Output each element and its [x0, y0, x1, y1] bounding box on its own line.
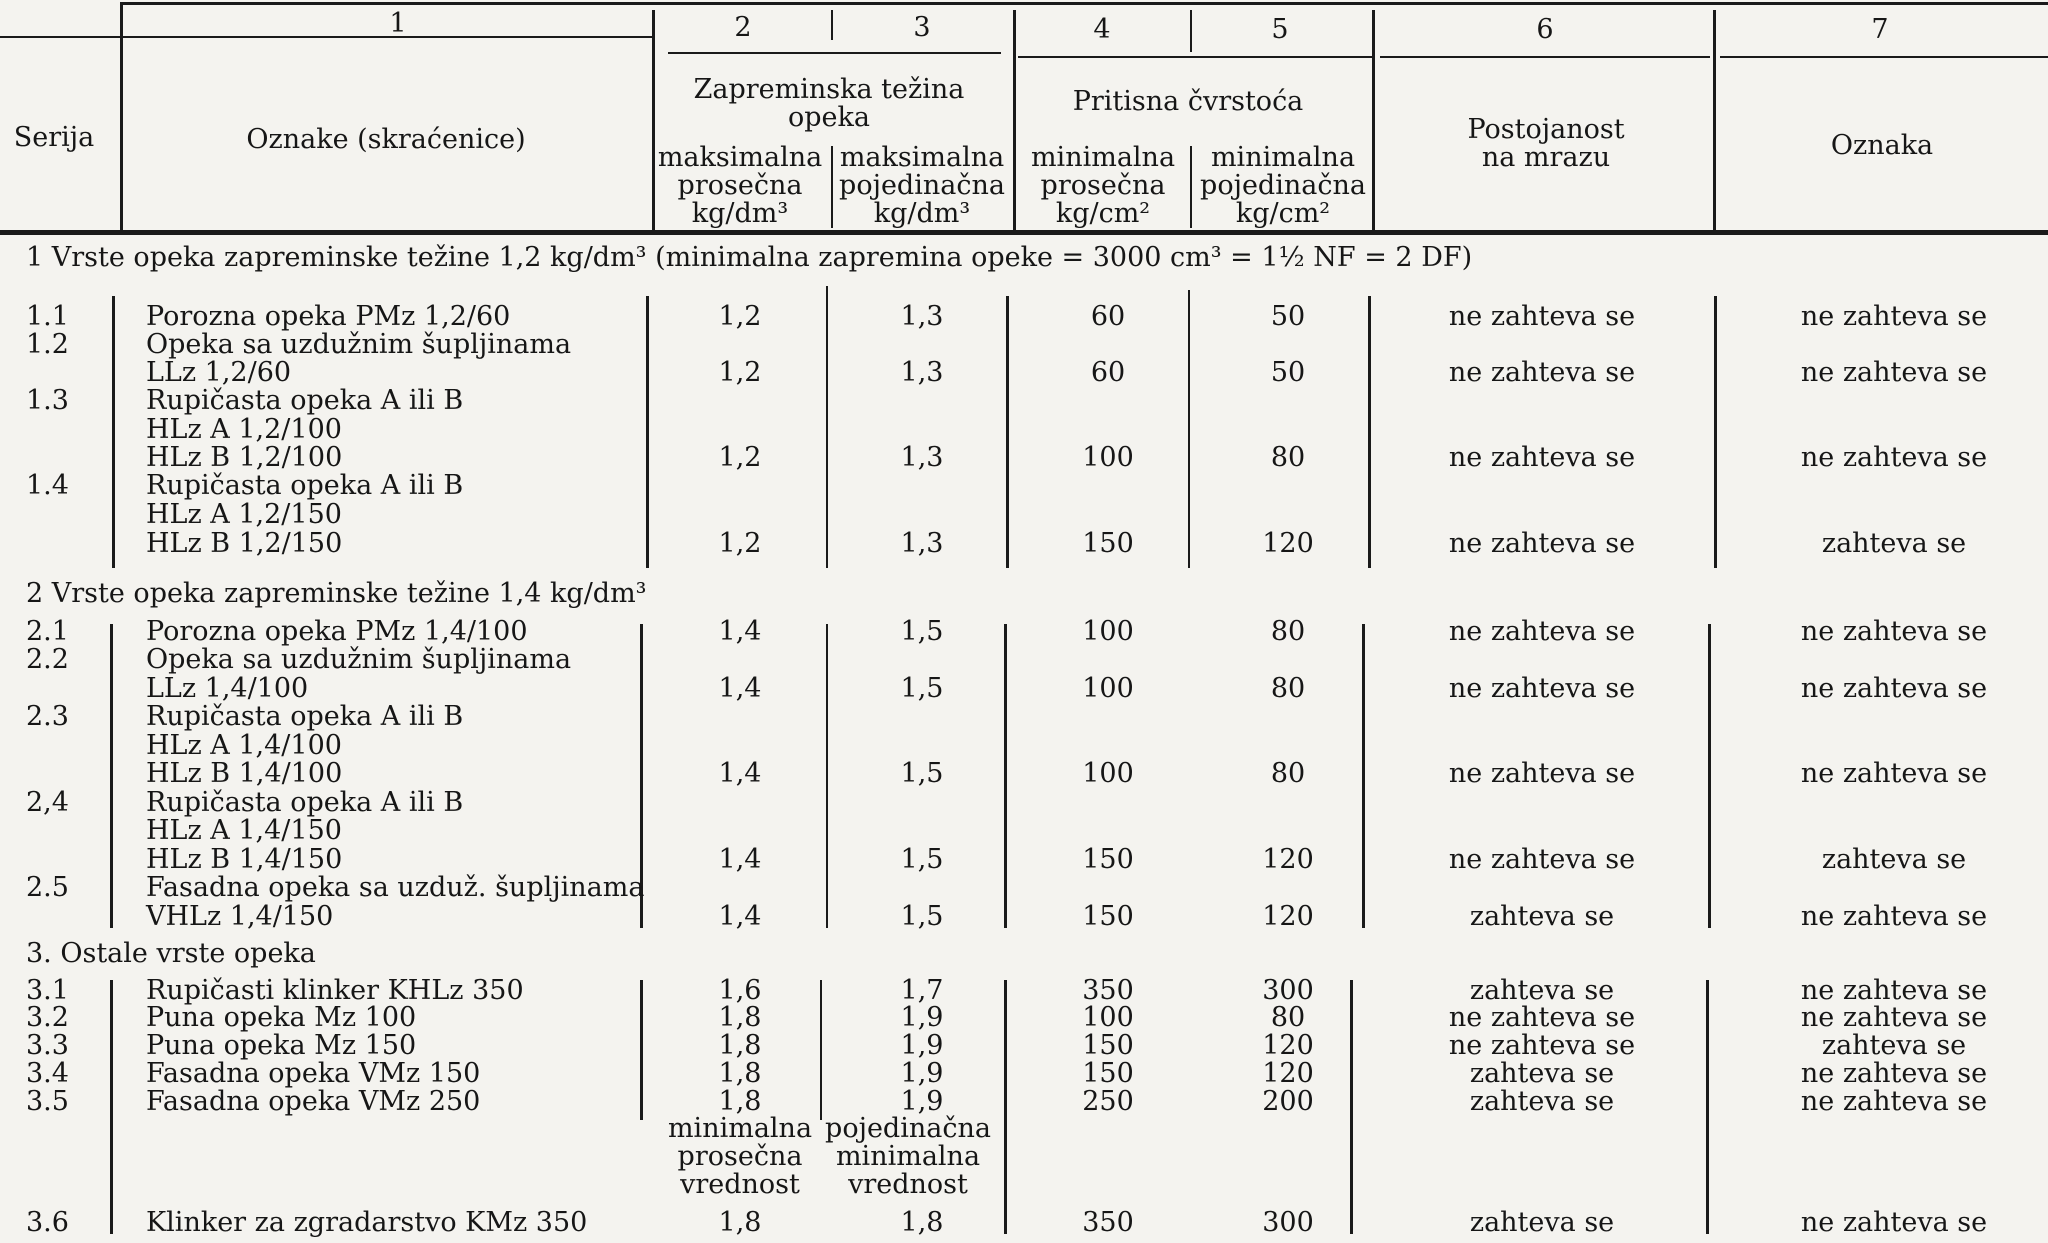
header-sub-5-line-2: pojedinačna: [1200, 170, 1366, 201]
brick-label-line: Rupičasta opeka A ili B: [146, 787, 464, 818]
min-avg-strength-cell: 100: [1082, 673, 1134, 704]
max-avg-weight-cell: 1,6: [718, 975, 762, 1006]
col-number-1: 1: [389, 8, 407, 39]
min-avg-strength-cell: 150: [1082, 1058, 1134, 1089]
oznaka-cell: ne zahteva se: [1800, 442, 1988, 473]
min-avg-strength-cell: 150: [1082, 844, 1134, 875]
oznaka-cell: ne zahteva se: [1800, 975, 1988, 1006]
frost-resistance-cell: zahteva se: [1469, 1086, 1615, 1117]
note-column-2-line-1: minimalna: [667, 1113, 813, 1144]
frost-resistance-cell: ne zahteva se: [1448, 1030, 1636, 1061]
max-single-weight-cell: 1,5: [900, 673, 944, 704]
header-sub-3-line-2: pojedinačna: [839, 170, 1005, 201]
header-sub-2-line-1: maksimalna: [657, 142, 823, 173]
brick-label-line: Rupičasta opeka A ili B: [146, 701, 464, 732]
brick-label-line: HLz B 1,2/100: [146, 442, 343, 473]
frost-resistance-cell: ne zahteva se: [1448, 1002, 1636, 1033]
max-avg-weight-cell: 1,4: [718, 673, 762, 704]
frost-resistance-cell: ne zahteva se: [1448, 673, 1636, 704]
serija-number: 3.1: [26, 975, 69, 1006]
header-zapreminska: [694, 76, 965, 132]
frost-resistance-cell: ne zahteva se: [1448, 301, 1636, 332]
col-number-6: 6: [1536, 14, 1554, 45]
header-postojanost-line-2: na mrazu: [1481, 142, 1611, 173]
header-sub-5-line-1: minimalna: [1210, 142, 1356, 173]
section-3-vline-a: [110, 980, 113, 1234]
min-single-strength-cell: 80: [1270, 758, 1306, 789]
min-avg-strength-cell: 100: [1082, 758, 1134, 789]
min-single-strength-cell: 300: [1262, 1207, 1314, 1238]
brick-label-line: LLz 1,2/60: [146, 357, 292, 388]
header-rule-postojanost: [1380, 56, 1710, 58]
brick-label-line: Klinker za zgradarstvo KMz 350: [146, 1207, 588, 1238]
max-avg-weight-cell: 1,8: [718, 1207, 762, 1238]
min-single-strength-cell: 300: [1262, 975, 1314, 1006]
max-single-weight-cell: 1,5: [900, 844, 944, 875]
max-single-weight-cell: 1,9: [900, 1086, 944, 1117]
section-1-vline-c: [826, 286, 828, 568]
note-column-2-line-3: vrednost: [680, 1169, 800, 1200]
section-1-vline-f: [1368, 296, 1371, 568]
header-vline-9: [1713, 10, 1716, 230]
max-single-weight-cell: 1,5: [900, 616, 944, 647]
section-1-vline-a: [112, 296, 115, 568]
section-2-vline-f: [1708, 624, 1711, 928]
header-sub-4: [1031, 144, 1175, 228]
max-avg-weight-cell: 1,2: [718, 528, 762, 559]
min-single-strength-cell: 50: [1270, 357, 1306, 388]
header-sub-3: [839, 144, 1005, 228]
serija-number: 1.2: [26, 329, 69, 360]
brick-label-line: HLz A 1,2/100: [146, 414, 342, 445]
header-zapreminska-line-1: Zapreminska težina: [693, 74, 965, 105]
brick-label-line: Fasadna opeka VMz 250: [146, 1086, 481, 1117]
max-avg-weight-cell: 1,4: [718, 616, 762, 647]
max-single-weight-cell: 1,9: [900, 1002, 944, 1033]
header-vline-6: [1190, 10, 1192, 52]
serija-number: 1.4: [26, 470, 69, 501]
oznaka-cell: ne zahteva se: [1800, 616, 1988, 647]
min-single-strength-cell: 50: [1270, 301, 1306, 332]
max-avg-weight-cell: 1,8: [718, 1058, 762, 1089]
section-2-vline-e: [1362, 624, 1365, 928]
header-oznaka: Oznaka: [1830, 130, 1934, 161]
header-sub-3-line-3: kg/dm³: [873, 198, 971, 229]
frost-resistance-cell: zahteva se: [1469, 1207, 1615, 1238]
section-3-vline-b: [640, 980, 643, 1120]
serija-number: 2.5: [26, 872, 69, 903]
brick-label-line: Puna opeka Mz 150: [146, 1030, 417, 1061]
max-single-weight-cell: 1,3: [900, 357, 944, 388]
note-column-3-line-2: minimalna: [835, 1141, 981, 1172]
brick-label-line: Rupičasti klinker KHLz 350: [146, 975, 524, 1006]
oznaka-cell: ne zahteva se: [1800, 1086, 1988, 1117]
max-avg-weight-cell: 1,4: [718, 758, 762, 789]
frost-resistance-cell: ne zahteva se: [1448, 844, 1636, 875]
col-number-7: 7: [1871, 14, 1889, 45]
min-single-strength-cell: 80: [1270, 1002, 1306, 1033]
section-1-vline-d: [1006, 296, 1009, 568]
min-avg-strength-cell: 350: [1082, 1207, 1134, 1238]
min-avg-strength-cell: 150: [1082, 901, 1134, 932]
frost-resistance-cell: ne zahteva se: [1448, 442, 1636, 473]
max-avg-weight-cell: 1,8: [718, 1030, 762, 1061]
max-single-weight-cell: 1,8: [900, 1207, 944, 1238]
section-heading-1: 1 Vrste opeka zapreminske težine 1,2 kg/dm³ (minimalna zapremina opeke = 3000 cm³ = 1½ NF = 2 DF): [26, 242, 1473, 273]
col-number-2: 2: [734, 12, 752, 43]
oznaka-cell: ne zahteva se: [1800, 1002, 1988, 1033]
oznaka-cell: zahteva se: [1821, 1030, 1967, 1061]
oznaka-cell: ne zahteva se: [1800, 1207, 1988, 1238]
note-column-3: [825, 1115, 991, 1199]
header-vline-3: [831, 10, 833, 40]
section-heading-3: 3. Ostale vrste opeka: [26, 938, 316, 969]
serija-number: 3.3: [26, 1030, 69, 1061]
min-avg-strength-cell: 250: [1082, 1086, 1134, 1117]
header-vline-4: [831, 146, 833, 228]
serija-number: 1.3: [26, 385, 69, 416]
brick-label-line: HLz A 1,2/150: [146, 499, 342, 530]
header-sub-2: [658, 144, 822, 228]
col-number-5: 5: [1271, 14, 1289, 45]
section-3-vline-c: [820, 980, 822, 1120]
header-sub-5-line-3: kg/cm²: [1235, 198, 1331, 229]
header-rule-zapreminska: [668, 52, 1001, 54]
oznaka-cell: ne zahteva se: [1800, 673, 1988, 704]
section-1-vline-e: [1188, 290, 1190, 568]
min-single-strength-cell: 200: [1262, 1086, 1314, 1117]
header-sub-2-line-2: prosečna: [677, 170, 803, 201]
section-3-vline-d: [1004, 980, 1007, 1234]
min-single-strength-cell: 120: [1262, 1030, 1314, 1061]
max-single-weight-cell: 1,3: [900, 301, 944, 332]
brick-label-line: Fasadna opeka sa uzduž. šupljinama: [146, 872, 645, 903]
top-rule: [120, 2, 2048, 5]
brick-label-line: Porozna opeka PMz 1,2/60: [146, 301, 511, 332]
serija-number: 3.4: [26, 1058, 69, 1089]
section-3-vline-e: [1350, 980, 1353, 1234]
frost-resistance-cell: ne zahteva se: [1448, 758, 1636, 789]
min-single-strength-cell: 120: [1262, 901, 1314, 932]
min-single-strength-cell: 120: [1262, 528, 1314, 559]
serija-number: 3.6: [26, 1207, 69, 1238]
serija-number: 2,4: [26, 787, 69, 818]
brick-label-line: HLz A 1,4/150: [146, 815, 342, 846]
header-rule-pritisna: [1018, 56, 1374, 58]
note-column-2-line-2: prosečna: [677, 1141, 803, 1172]
min-avg-strength-cell: 100: [1082, 442, 1134, 473]
brick-label-line: HLz A 1,4/100: [146, 730, 342, 761]
brick-label-line: LLz 1,4/100: [146, 673, 309, 704]
header-sub-4-line-2: prosečna: [1040, 170, 1166, 201]
max-single-weight-cell: 1,5: [900, 901, 944, 932]
max-single-weight-cell: 1,5: [900, 758, 944, 789]
section-2-vline-c: [826, 624, 828, 928]
oznaka-cell: zahteva se: [1821, 844, 1967, 875]
serija-number: 2.2: [26, 644, 69, 675]
section-heading-2: 2 Vrste opeka zapreminske težine 1,4 kg/dm³: [26, 578, 647, 609]
oznaka-cell: ne zahteva se: [1800, 758, 1988, 789]
brick-label-line: Opeka sa uzdužnim šupljinama: [146, 644, 572, 675]
brick-label-line: HLz B 1,4/100: [146, 758, 343, 789]
min-single-strength-cell: 120: [1262, 844, 1314, 875]
header-sub-4-line-3: kg/cm²: [1055, 198, 1151, 229]
min-avg-strength-cell: 350: [1082, 975, 1134, 1006]
frost-resistance-cell: ne zahteva se: [1448, 616, 1636, 647]
max-avg-weight-cell: 1,4: [718, 901, 762, 932]
header-vline-8: [1372, 10, 1375, 230]
header-rule-left: [0, 36, 655, 38]
min-single-strength-cell: 120: [1262, 1058, 1314, 1089]
max-single-weight-cell: 1,9: [900, 1058, 944, 1089]
section-2-vline-a: [110, 624, 113, 928]
header-serija: Serija: [13, 122, 95, 153]
col-number-4: 4: [1093, 14, 1111, 45]
section-2-vline-d: [1004, 624, 1007, 928]
header-sub-2-line-3: kg/dm³: [691, 198, 789, 229]
brick-label-line: Fasadna opeka VMz 150: [146, 1058, 481, 1089]
brick-label-line: Opeka sa uzdužnim šupljinama: [146, 329, 572, 360]
oznaka-cell: ne zahteva se: [1800, 301, 1988, 332]
min-single-strength-cell: 80: [1270, 673, 1306, 704]
header-pritisna: Pritisna čvrstoća: [1072, 86, 1304, 117]
brick-label-line: Puna opeka Mz 100: [146, 1002, 417, 1033]
min-avg-strength-cell: 60: [1090, 357, 1126, 388]
header-vline-7: [1190, 146, 1192, 228]
col-number-3: 3: [913, 12, 931, 43]
brick-label-line: Porozna opeka PMz 1,4/100: [146, 616, 528, 647]
section-1-vline-g: [1714, 296, 1717, 568]
frost-resistance-cell: ne zahteva se: [1448, 528, 1636, 559]
header-sub-5: [1200, 144, 1366, 228]
frost-resistance-cell: zahteva se: [1469, 1058, 1615, 1089]
frost-resistance-cell: zahteva se: [1469, 975, 1615, 1006]
max-avg-weight-cell: 1,2: [718, 301, 762, 332]
max-avg-weight-cell: 1,8: [718, 1086, 762, 1117]
header-sub-4-line-1: minimalna: [1030, 142, 1176, 173]
brick-label-line: HLz B 1,2/150: [146, 528, 343, 559]
header-rule-oznaka: [1720, 56, 2048, 58]
max-single-weight-cell: 1,9: [900, 1030, 944, 1061]
max-avg-weight-cell: 1,8: [718, 1002, 762, 1033]
brick-label-line: HLz B 1,4/150: [146, 844, 343, 875]
brick-label-line: Rupičasta opeka A ili B: [146, 385, 464, 416]
note-column-3-line-3: vrednost: [848, 1169, 968, 1200]
min-avg-strength-cell: 60: [1090, 301, 1126, 332]
frost-resistance-cell: ne zahteva se: [1448, 357, 1636, 388]
max-single-weight-cell: 1,3: [900, 528, 944, 559]
serija-number: 2.1: [26, 616, 69, 647]
brick-label-line: Rupičasta opeka A ili B: [146, 470, 464, 501]
max-single-weight-cell: 1,3: [900, 442, 944, 473]
serija-number: 3.2: [26, 1002, 69, 1033]
header-vline-1: [120, 4, 123, 230]
frost-resistance-cell: zahteva se: [1469, 901, 1615, 932]
header-sub-3-line-1: maksimalna: [839, 142, 1005, 173]
serija-number: 1.1: [26, 301, 69, 332]
header-vline-2: [652, 10, 655, 230]
max-avg-weight-cell: 1,4: [718, 844, 762, 875]
min-avg-strength-cell: 150: [1082, 528, 1134, 559]
min-single-strength-cell: 80: [1270, 616, 1306, 647]
header-postojanost: [1467, 116, 1624, 172]
max-avg-weight-cell: 1,2: [718, 442, 762, 473]
header-oznake: Oznake (skraćenice): [246, 124, 526, 155]
oznaka-cell: ne zahteva se: [1800, 357, 1988, 388]
section-3-vline-f: [1706, 980, 1709, 1234]
header-zapreminska-line-2: opeka: [788, 102, 870, 133]
header-postojanost-line-1: Postojanost: [1467, 114, 1625, 145]
oznaka-cell: ne zahteva se: [1800, 901, 1988, 932]
min-single-strength-cell: 80: [1270, 442, 1306, 473]
note-column-2: [668, 1115, 812, 1199]
max-single-weight-cell: 1,7: [900, 975, 944, 1006]
oznaka-cell: zahteva se: [1821, 528, 1967, 559]
min-avg-strength-cell: 100: [1082, 1002, 1134, 1033]
brick-label-line: VHLz 1,4/150: [146, 901, 334, 932]
section-1-vline-b: [646, 296, 649, 568]
max-avg-weight-cell: 1,2: [718, 357, 762, 388]
serija-number: 3.5: [26, 1086, 69, 1117]
oznaka-cell: ne zahteva se: [1800, 1058, 1988, 1089]
serija-number: 2.3: [26, 701, 69, 732]
header-bottom-rule: [0, 230, 2048, 235]
header-vline-5: [1013, 10, 1016, 230]
min-avg-strength-cell: 100: [1082, 616, 1134, 647]
min-avg-strength-cell: 150: [1082, 1030, 1134, 1061]
note-column-3-line-1: pojedinačna: [825, 1113, 991, 1144]
